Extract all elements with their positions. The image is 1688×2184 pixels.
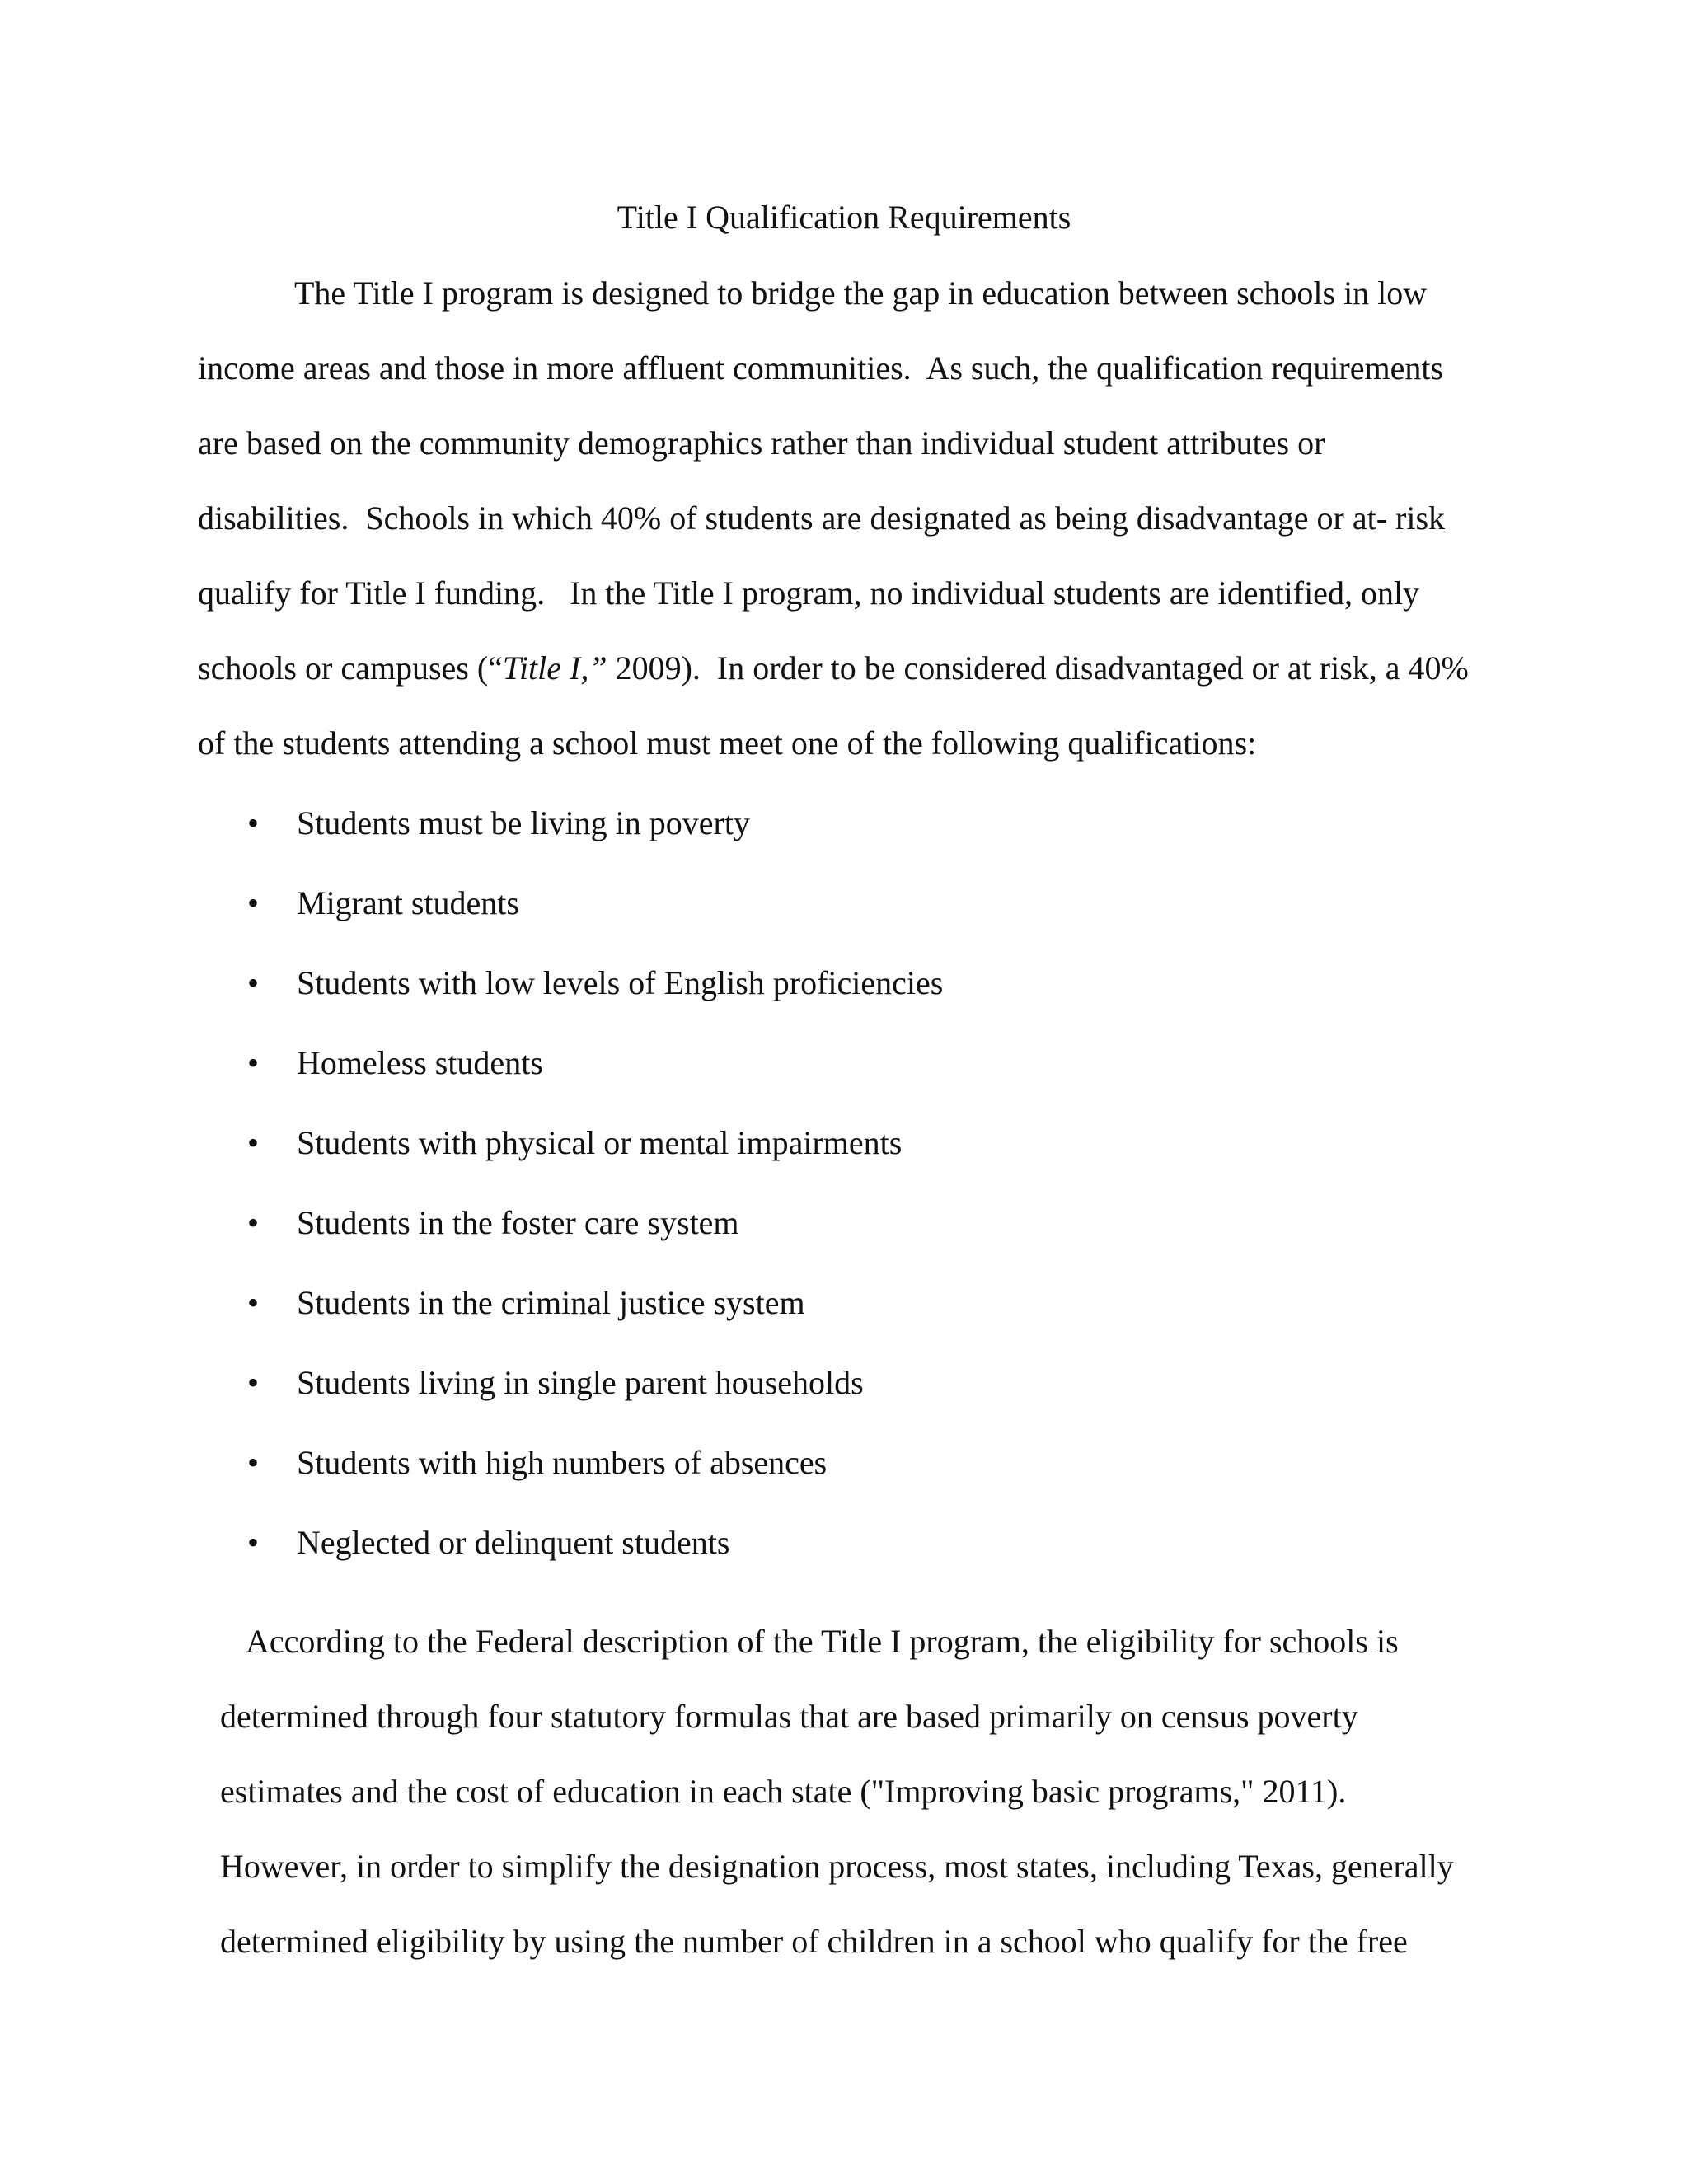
list-item-text: Students with high numbers of absences: [297, 1444, 828, 1481]
bullet-icon: •: [247, 1444, 260, 1481]
list-item-text: Students with low levels of English proficiencies: [297, 964, 944, 1001]
bullet-icon: •: [247, 1124, 260, 1161]
list-item-text: Homeless students: [297, 1044, 543, 1081]
bullet-icon: •: [247, 1044, 260, 1081]
list-item-text: Neglected or delinquent students: [297, 1524, 730, 1561]
paragraph-1-line-3: are based on the community demographics rather than individual student attributes or: [198, 424, 1325, 462]
list-item: [247, 1203, 739, 1243]
paragraph-1-line-1: The Title I program is designed to bridge the gap in education between schools in low: [294, 274, 1428, 312]
list-item-text: Students in the criminal justice system: [297, 1284, 805, 1321]
paragraph-2-line-4: However, in order to simplify the designation process, most states, including Texas, generally: [220, 1848, 1454, 1885]
list-item: [247, 963, 944, 1003]
list-item-text: Students must be living in poverty: [297, 804, 750, 841]
citation-title-italic: Title I,”: [502, 649, 607, 687]
bullet-icon: •: [247, 964, 260, 1001]
document-title: Title I Qualification Requirements: [617, 199, 1071, 236]
list-item-text: Students living in single parent households: [297, 1364, 864, 1401]
paragraph-1-line-4: disabilities. Schools in which 40% of students are designated as being disadvantage or at- risk: [198, 499, 1446, 537]
paragraph-1-line-2: income areas and those in more affluent communities. As such, the qualification requirements: [198, 349, 1444, 387]
list-item: [247, 1043, 543, 1083]
bullet-icon: •: [247, 1524, 260, 1561]
list-item: [247, 804, 750, 843]
list-item: [247, 1363, 864, 1403]
paragraph-2-line-2: determined through four statutory formulas that are based primarily on census poverty: [220, 1698, 1358, 1735]
bullet-icon: •: [247, 1284, 260, 1321]
bullet-icon: •: [247, 1364, 260, 1401]
line-6-before-citation: schools or campuses (“: [198, 649, 503, 687]
list-item: [247, 1283, 805, 1323]
list-item-text: Migrant students: [297, 884, 519, 921]
line-6-after-citation: 2009). In order to be considered disadvantaged or at risk, a 40%: [607, 649, 1469, 687]
paragraph-1-line-6: [198, 649, 1469, 688]
list-item: [247, 1443, 828, 1483]
bullet-icon: •: [247, 884, 260, 921]
list-item: [247, 883, 519, 923]
paragraph-2-line-3: estimates and the cost of education in each state ("Improving basic programs," 2011).: [220, 1773, 1347, 1810]
paragraph-2-line-1: According to the Federal description of the Title I program, the eligibility for schools is: [246, 1623, 1399, 1660]
paragraph-1-line-5: qualify for Title I funding. In the Title I program, no individual students are identified, only: [198, 574, 1420, 612]
paragraph-2-line-5: determined eligibility by using the number of children in a school who qualify for the free: [220, 1923, 1408, 1960]
list-item: [247, 1523, 730, 1563]
paragraph-1-line-7: of the students attending a school must meet one of the following qualifications:: [198, 724, 1257, 762]
bullet-icon: •: [247, 804, 260, 841]
list-item-text: Students with physical or mental impairments: [297, 1124, 903, 1161]
bullet-icon: •: [247, 1204, 260, 1241]
list-item: [247, 1123, 903, 1163]
list-item-text: Students in the foster care system: [297, 1204, 739, 1241]
